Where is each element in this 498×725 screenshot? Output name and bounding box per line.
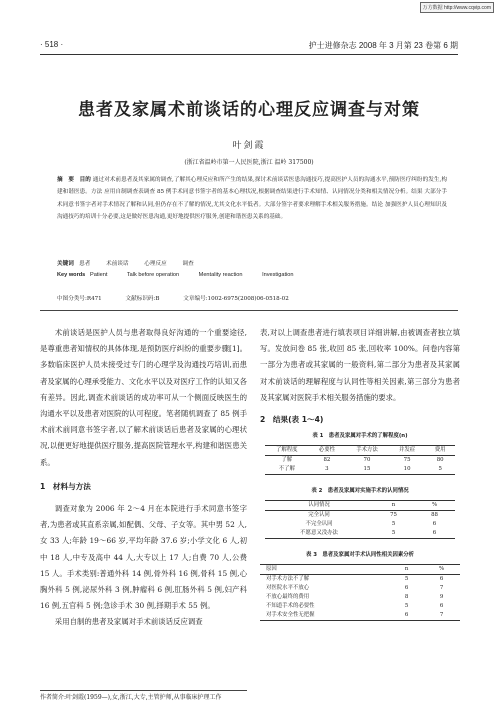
table-header-cell: 手术方法 [356, 447, 378, 454]
table-cell: 7 [439, 585, 444, 592]
table-cell: 对医院水平不放心 [266, 585, 310, 592]
methods-paragraph: 调查对象为 2006 年 2～4 月在本院进行手术同意书签字者,为患者或其直系亲属,如配偶、父母、子女等。其中男 52 人,女 33 人;年龄 19～66 岁,平均年龄 37.6 岁;小学文化 6 人,初中 18 人,中专及高中 44 人,大专以上 17 人;自费 70 人,公费 15 人。手术类别:普通外科 14 例,骨外科 16 例,骨科 15 例,心胸外科 5 例,泌尿外科 3 例,肿瘤科 6 例,肛肠外科 5 例,妇产科 16 例,五官科 5 例;急诊手术 30 例,择期手术 55 例。 [40, 504, 247, 611]
table-cell: 6 [432, 530, 437, 537]
article-number: 文章编号:1002-6975(2008)06-0518-02 [183, 296, 289, 302]
table-row [260, 602, 460, 611]
table-cell: 6 [404, 612, 409, 619]
table-cell: 了解 [281, 457, 293, 464]
table-header-cell: 费用 [434, 447, 446, 454]
table-header-cell: % [439, 566, 445, 573]
keyword-en: Patient [89, 272, 108, 278]
table-cell: 不完全认同 [305, 521, 333, 528]
table-row [265, 529, 455, 539]
table-cell: 75 [390, 512, 397, 519]
table2-caption: 表 2 患者及家属对实施手术的认同情况 [311, 488, 409, 495]
table-cell: 完全认同 [308, 512, 330, 519]
table-cell: 5 [391, 521, 396, 528]
table-cell: 70 [363, 457, 371, 464]
table-row [265, 511, 455, 521]
table-row [260, 611, 460, 621]
table-header-cell: 必要性 [318, 447, 335, 454]
table3 [260, 564, 460, 621]
keyword: 调查 [182, 261, 194, 267]
table-cell: 6 [432, 521, 437, 528]
running-header [40, 40, 458, 55]
methods-continued-paragraph: 表,对以上调查患者进行填表项目详细讲解,由被调查者独立填写。发放问卷 85 张,收回 85 张,回收率 100%。问卷内容第一部分为患者或其家属的一般资料,第二部分为患者及其家属对术前谈话的理解程度与认同性等相关因素,第三部分为患者及其家属对医院手术相关服务措施的要求。 [260, 328, 460, 402]
table-header-cell: 并发症 [398, 447, 416, 454]
abstract-text: 通过对术前患者及其家属的调查,了解其心理反应和所产生的结果,探讨术前谈话医患沟通技巧,提高医护人员的沟通水平,预防医疗纠纷的发生,构建和谐医患。方法 应用自制调查表调查 85 例手术同意书签字者的基本心理状况,根据调查结果进行手术知情、认同情况分类和相关情况分析。结果 大部分手术同意书签字者对手术情况了解和认同,但仍存在不了解的情况,尤其文化水平低者。大部分签字者要求理解手术相关服务措施。结论 加强医护人员心理知识及沟通技巧的培训十分必要,这是做好医患沟通,更好地提供医疗服务,创建和谐医患关系的基础。 [57, 177, 447, 220]
table-cell: 不了解 [278, 466, 295, 473]
table-cell: 5 [391, 530, 396, 537]
article-title: 患者及家属术前谈话的心理反应调查与对策 [78, 100, 420, 120]
section-heading-results: 2 结果(表 1～4) [260, 415, 324, 425]
table-cell: 7 [439, 612, 444, 619]
table-header-row [265, 446, 455, 456]
section-heading-methods: 1 材料与方法 [40, 481, 91, 491]
page-number: · 518 · [40, 40, 64, 49]
keywords-label: 关键词 [57, 261, 74, 267]
keyword-en: Mentality reaction [198, 272, 243, 278]
table-header-row [265, 501, 455, 511]
table-header-cell: n [404, 566, 409, 573]
table-cell: 3 [325, 466, 329, 473]
keywords [57, 259, 447, 270]
table2 [265, 500, 455, 539]
table1-caption: 表 1 患者及家属对手术的了解程度(n) [312, 433, 408, 440]
keywords-en-label: Key words [57, 272, 86, 278]
table-cell: 对手术安全性无把握 [266, 612, 315, 619]
table-header-cell: 认同情况 [308, 502, 330, 509]
intro-paragraph: 术前谈话是医护人员与患者取得良好沟通的一个重要途径,是尊重患者知情权的具体体现,是预防医疗纠纷的重要步骤[1]。多数临床医护人员未接受过专门的心理学及沟通技巧培训,而患者及家属的心理承受能力、文化水平以及对医疗工作的认知又各有差异。因此,调查术前谈话的成功率可从一个侧面反映医生的沟通水平以及患者对医院的认可程度。笔者随机调查了 85 例手术前术前同意书签字者,以了解术前谈话后患者及家属的心理状况,以便更好地提供医疗服务,提高医院管理水平,构建和谐医患关系。 [40, 328, 247, 467]
journal-info: 护士进修杂志 2008 年 3 月第 23 卷第 6 期 [308, 41, 458, 50]
table-header-cell: % [431, 502, 438, 509]
table1 [265, 445, 455, 475]
table-header-cell: 原因 [266, 566, 277, 573]
abstract [57, 174, 447, 223]
watermark-stamp: 万方数据 http://www.cqvip.com [420, 2, 494, 13]
keyword: 患者 [79, 261, 91, 267]
right-column [260, 325, 460, 621]
keyword-en: Investigation [262, 272, 294, 278]
table-cell: 不知道手术的必要性 [266, 603, 315, 610]
table-cell: 不放心最终的费用 [266, 594, 310, 601]
table-cell: 10 [403, 466, 411, 473]
table-row [260, 593, 460, 602]
table-cell: 6 [439, 603, 444, 610]
table-row [260, 584, 460, 593]
table-cell: 5 [404, 576, 409, 583]
table-cell: 6 [439, 576, 444, 583]
table-cell: 15 [363, 466, 371, 473]
table-cell: 对手术方法不了解 [266, 576, 310, 583]
table-cell: 88 [431, 512, 438, 519]
table-cell: 8 [404, 594, 409, 601]
table-header-cell: n [391, 502, 396, 509]
table-cell: 80 [436, 457, 444, 464]
keyword: 术前谈话 [106, 261, 129, 267]
keywords-english [57, 272, 447, 278]
table-cell: 9 [439, 594, 444, 601]
left-column [40, 325, 247, 631]
table-row [265, 465, 455, 475]
table-cell: 5 [438, 466, 442, 473]
table-row [260, 575, 460, 585]
classification-line [57, 294, 447, 302]
keyword-en: Talk before operation [126, 272, 180, 278]
author-name: 叶剑霞 [232, 141, 266, 151]
author-footnote: 作者简介:叶剑霞(1959—),女,浙江,大专,主管护师,从事临床护理工作 [40, 690, 247, 703]
section-divider [40, 310, 458, 311]
abstract-label: 摘 要 目的 [57, 177, 91, 183]
table3-caption: 表 3 患者及家属对手术认同性相关因素分析 [305, 552, 415, 559]
table-row [265, 456, 455, 466]
table-cell: 5 [404, 603, 409, 610]
methods-paragraph-2: 采用自制的患者及家属对手术前谈话反应调查 [54, 617, 203, 627]
table-cell: 75 [403, 457, 411, 464]
table-cell: 6 [404, 585, 409, 592]
table-header-cell: 了解程度 [276, 447, 298, 454]
table-row [265, 520, 455, 529]
table-cell: 不愿意又没办法 [300, 530, 338, 537]
author-affiliation: (浙江省温岭市第一人民医院,浙江 温岭 317500) [184, 159, 314, 166]
document-code: 文献标识码:B [125, 296, 160, 302]
table-header-row [260, 565, 460, 575]
keyword: 心理反应 [144, 261, 167, 267]
clc-number: 中图分类号:R471 [57, 296, 102, 302]
table-cell: 82 [323, 457, 331, 464]
